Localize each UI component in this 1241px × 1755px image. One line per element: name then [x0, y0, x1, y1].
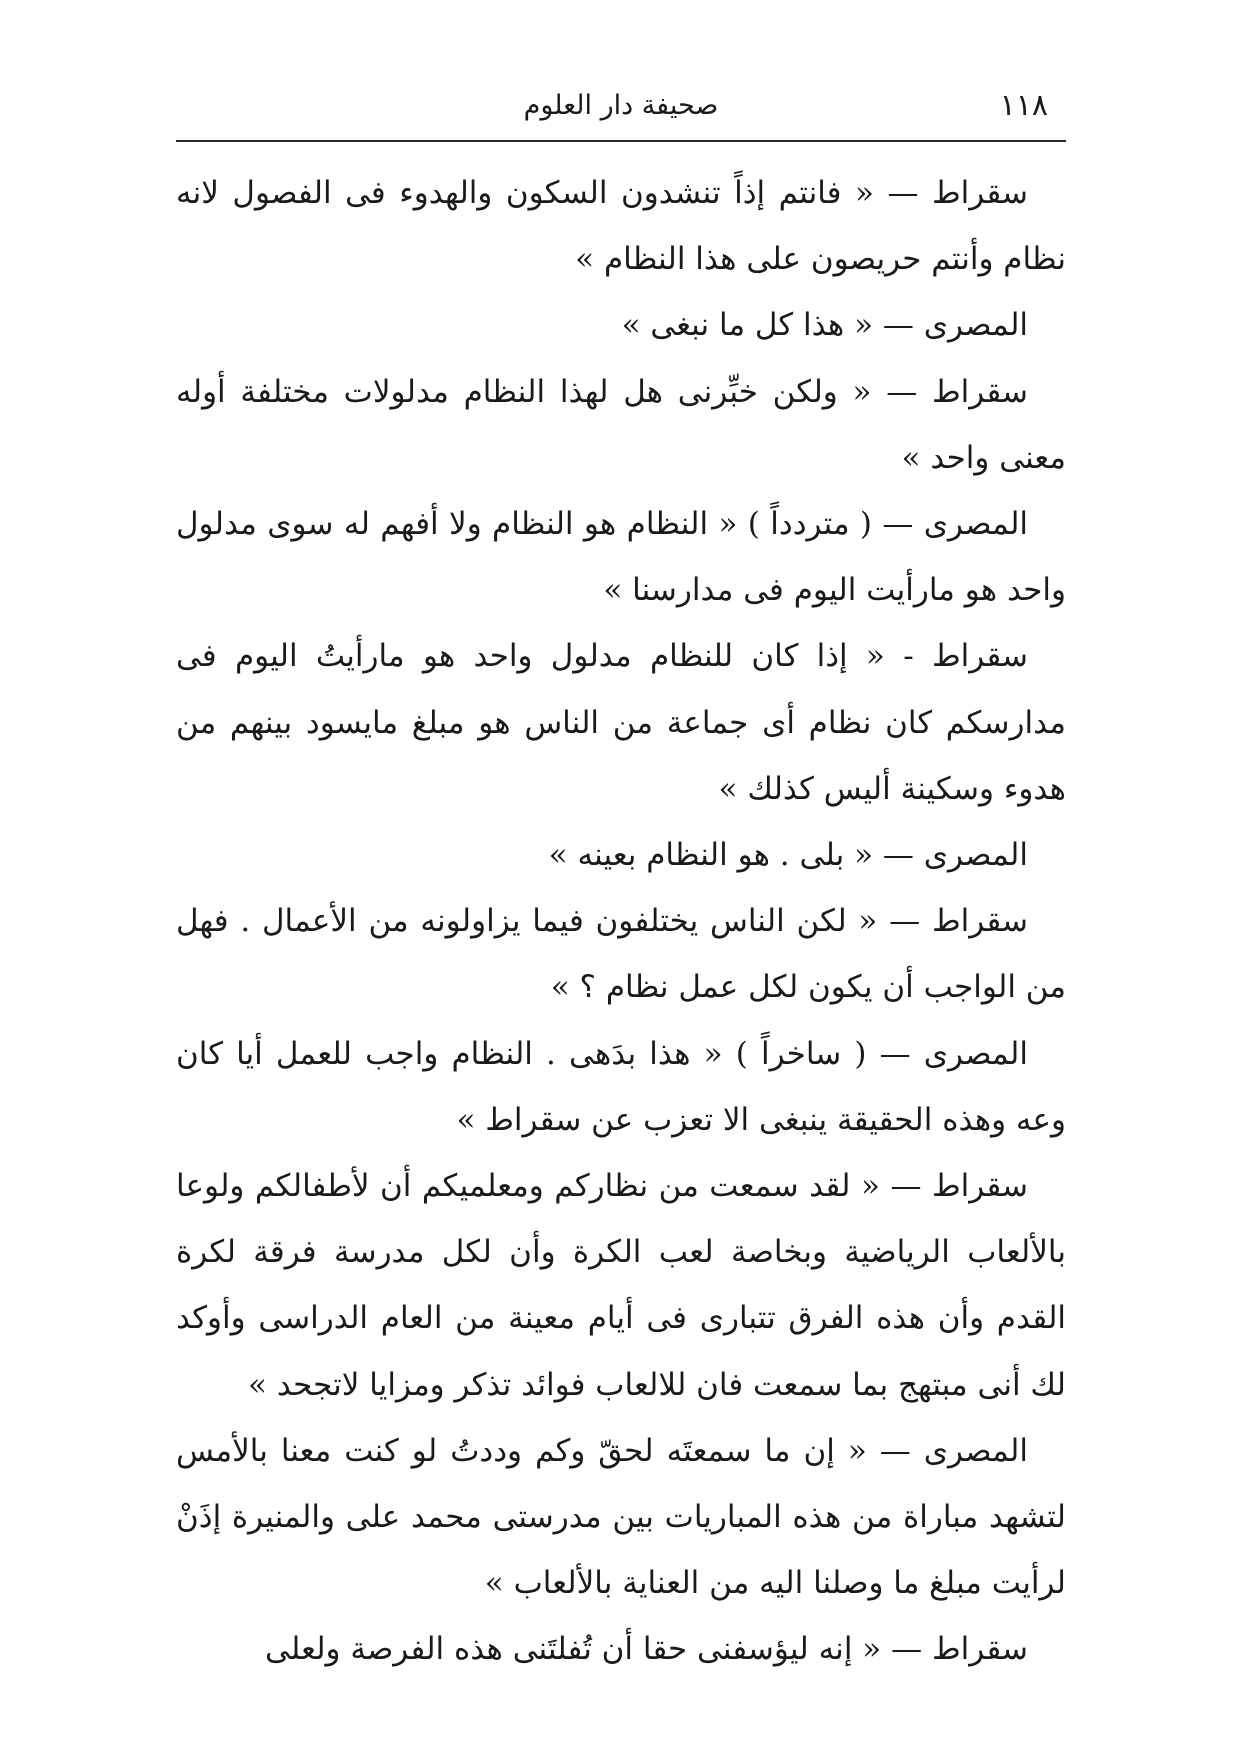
- paragraph-text: المصرى — ( متردداً ) « النظام هو النظام ولا أفهم له سوى مدلول واحد هو مارأيت اليوم فى مدارسنا »: [176, 506, 1066, 609]
- paragraph-text: سقراط — « لكن الناس يختلفون فيما يزاولونه من الأعمال . فهل من الواجب أن يكون لكل عمل نظام ؟ »: [176, 903, 1066, 1006]
- paragraph-text: المصرى — « هذا كل ما نبغى »: [621, 307, 1028, 344]
- paragraph-text: سقراط — « إنه ليؤسفنى حقا أن تُفلتَنى هذه الفرصة ولعلى: [265, 1631, 1028, 1668]
- header-divider: [176, 140, 1066, 142]
- page-number: ١١٨: [999, 88, 1048, 123]
- paragraph-text: المصرى — « بلى . هو النظام بعينه »: [548, 837, 1028, 874]
- paragraph-text: سقراط — « لقد سمعت من نظاركم ومعلميكم أن لأطفالكم ولوعا بالألعاب الرياضية وبخاصة لعب الكرة وأن لكل مدرسة فرقة لكرة القدم وأن هذه الفرق تتبارى فى أيام معينة من العام الدراسى وأوكد لك أنى مبتهج بما سمعت فان للالعاب فوائد تذكر ومزايا لاتجحد »: [176, 1168, 1067, 1403]
- running-title: صحيفة دار العلوم: [523, 90, 719, 121]
- paragraph-text: المصرى — « إن ما سمعتَه لحقّ وكم وددتُ لو كنت معنا بالأمس لتشهد مباراة من هذه المباريات بين مدرستى محمد على والمنيرة إذَنْ لرأيت مبلغ ما وصلنا اليه من العناية بالألعاب »: [176, 1432, 1066, 1602]
- paragraph-text: سقراط — « فانتم إذاً تنشدون السكون والهدوء فى الفصول لانه نظام وأنتم حريصون على هذا النظام »: [176, 175, 1066, 278]
- dialogue-paragraph: [176, 623, 1066, 822]
- body-text: [176, 160, 1066, 1683]
- dialogue-paragraph: [176, 1021, 1066, 1153]
- dialogue-paragraph: [176, 888, 1066, 1020]
- dialogue-paragraph: [176, 292, 1066, 358]
- paragraph-text: المصرى — ( ساخراً ) « هذا بدَهى . النظام واجب للعمل أيا كان وعه وهذه الحقيقة ينبغى الا تعزب عن سقراط »: [176, 1035, 1066, 1138]
- dialogue-paragraph: [176, 1153, 1066, 1418]
- dialogue-paragraph: [176, 359, 1066, 491]
- dialogue-paragraph: [176, 160, 1066, 292]
- dialogue-paragraph: [176, 491, 1066, 623]
- paragraph-text: سقراط - « إذا كان للنظام مدلول واحد هو مارأيتُ اليوم فى مدارسكم كان نظام أى جماعة من الناس هو مبلغ مايسود بينهم من هدوء وسكينة أليس كذلك »: [176, 638, 1066, 807]
- dialogue-paragraph: [176, 1616, 1066, 1682]
- dialogue-paragraph: [176, 822, 1066, 888]
- page-header: [176, 88, 1066, 138]
- paragraph-text: سقراط — « ولكن خبِّرنى هل لهذا النظام مدلولات مختلفة أوله معنى واحد »: [176, 373, 1066, 476]
- dialogue-paragraph: [176, 1418, 1066, 1617]
